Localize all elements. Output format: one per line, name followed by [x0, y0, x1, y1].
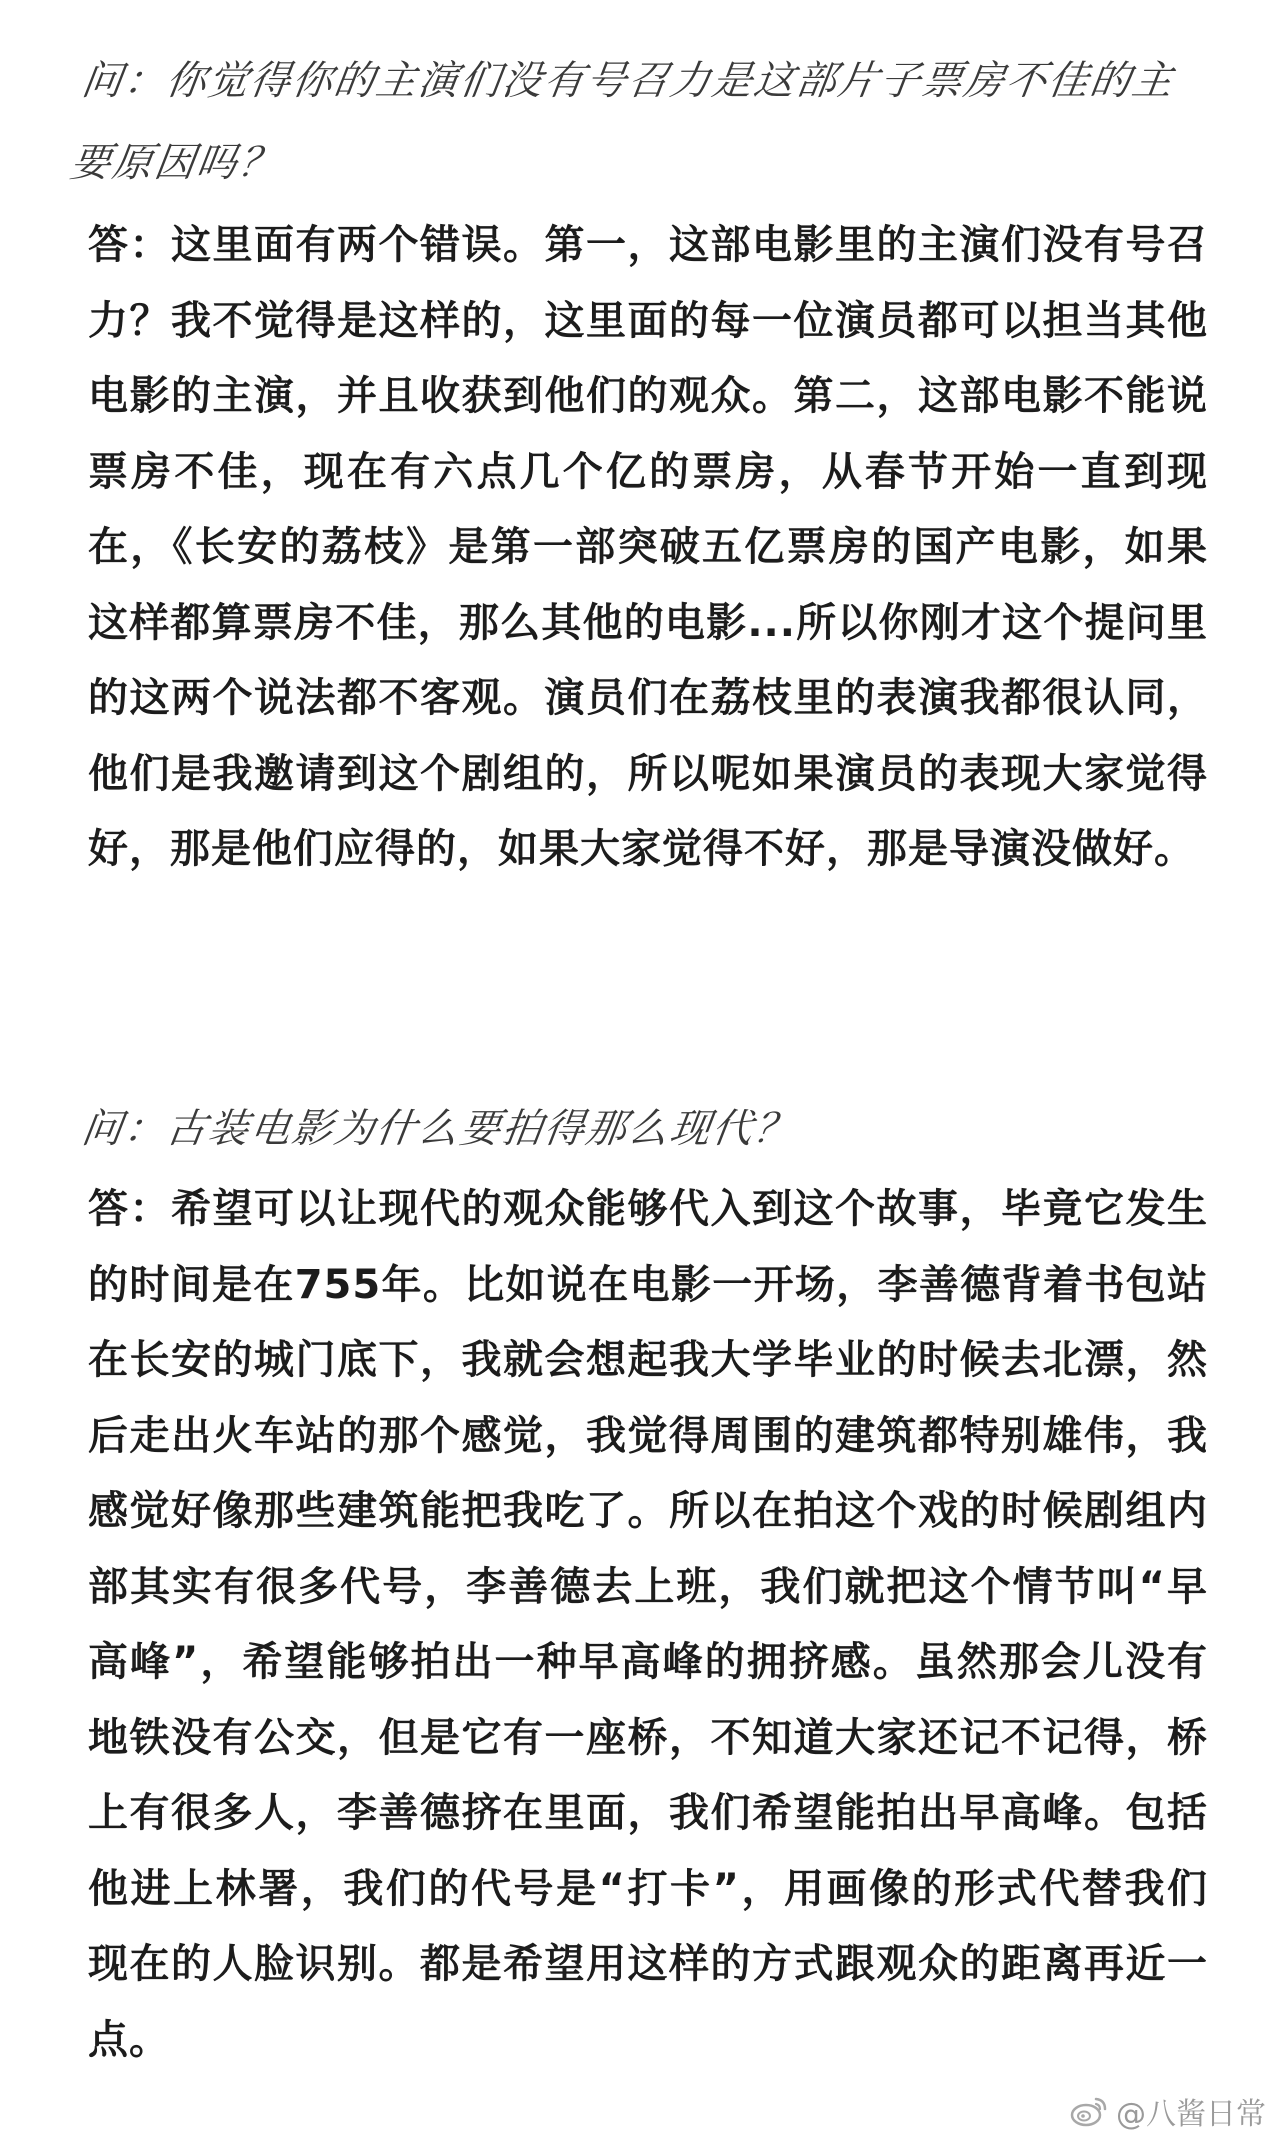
watermark: [1070, 2089, 1266, 2133]
answer-text: 答：这里面有两个错误。第一，这部电影里的主演们没有号召力？我不觉得是这样的，这里面的每一位演员都可以担当其他电影的主演，并且收获到他们的观众。第二，这部电影不能说票房不佳，现在有六点几个亿的票房，从春节开始一直到现在，《长安的荔枝》是第一部突破五亿票房的国产电影，如果这样都算票房不佳，那么其他的电影...所以你刚才这个提问里的这两个说法都不客观。演员们在荔枝里的表演我都很认同，他们是我邀请到这个剧组的，所以呢如果演员的表现大家觉得好，那是他们应得的，如果大家觉得不好，那是导演没做好。: [88, 222, 1208, 872]
weibo-icon: [1070, 2095, 1108, 2127]
watermark-text: @八酱日常: [1116, 2097, 1266, 2132]
question-text: 问：你觉得你的主演们没有号召力是这部片子票房不佳的主要原因吗？: [67, 58, 1178, 186]
answer-text: 答：希望可以让现代的观众能够代入到这个故事，毕竟它发生的时间是在755年。比如说在电影一开场，李善德背着书包站在长安的城门底下，我就会想起我大学毕业的时候去北漂，然后走出火车站的那个感觉，我觉得周围的建筑都特别雄伟，我感觉好像那些建筑能把我吃了。所以在拍这个戏的时候剧组内部其实有很多代号，李善德去上班，我们就把这个情节叫“早高峰”，希望能够拍出一种早高峰的拥挤感。虽然那会儿没有地铁没有公交，但是它有一座桥，不知道大家还记不记得，桥上有很多人，李善德挤在里面，我们希望能拍出早高峰。包括他进上林署，我们的代号是“打卡”，用画像的形式代替我们现在的人脸识别。都是希望用这样的方式跟观众的距离再近一点。: [88, 1186, 1208, 2063]
qa-block: [67, 40, 1208, 888]
qa-block: [79, 1088, 1208, 2078]
question-text: 问：古装电影为什么要拍得那么现代？: [79, 1106, 800, 1152]
